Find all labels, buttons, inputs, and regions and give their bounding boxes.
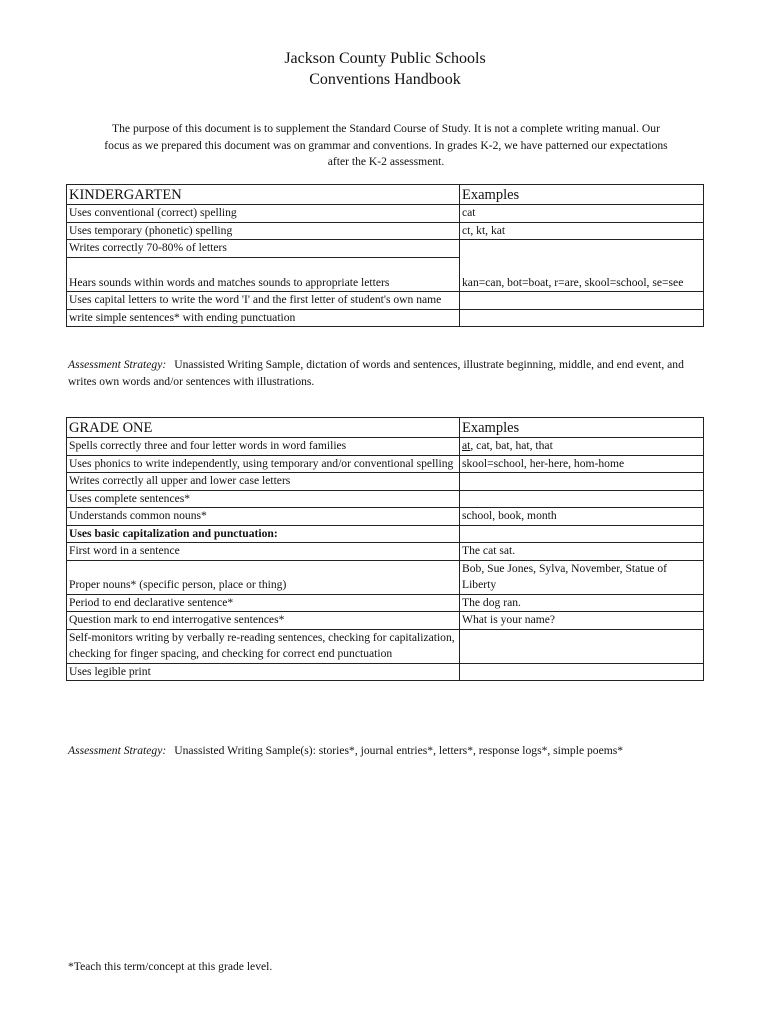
table-row (67, 560, 704, 594)
skill-cell: Spells correctly three and four letter words in word families (67, 438, 460, 456)
example-cell: Bob, Sue Jones, Sylva, November, Statue of Liberty (460, 560, 704, 594)
kindergarten-heading: KINDERGARTEN (67, 185, 460, 205)
table-row (67, 309, 704, 327)
grade-one-heading: GRADE ONE (67, 418, 460, 438)
examples-heading: Examples (460, 185, 704, 205)
example-cell: ct, kt, kat (460, 222, 704, 240)
example-text: , cat, bat, hat, that (470, 439, 553, 452)
table-row (67, 525, 704, 543)
footnote: *Teach this term/concept at this grade level. (68, 960, 273, 973)
kindergarten-assessment-strategy (68, 357, 708, 390)
example-cell: cat (460, 205, 704, 223)
skill-cell: Uses legible print (67, 663, 460, 681)
example-cell (460, 473, 704, 491)
table-row (67, 222, 704, 240)
skill-cell: Understands common nouns* (67, 508, 460, 526)
table-row (67, 438, 704, 456)
table-row (67, 205, 704, 223)
skill-cell: Uses basic capitalization and punctuation: (67, 525, 460, 543)
example-cell: school, book, month (460, 508, 704, 526)
skill-cell: Uses conventional (correct) spelling (67, 205, 460, 223)
skill-cell: Question mark to end interrogative sentences* (67, 612, 460, 630)
examples-heading: Examples (460, 418, 704, 438)
skill-cell: Period to end declarative sentence* (67, 594, 460, 612)
document-subtitle: Conventions Handbook (309, 71, 461, 88)
table-row (67, 455, 704, 473)
example-cell (460, 525, 704, 543)
skill-cell: write simple sentences* with ending punctuation (67, 309, 460, 327)
skill-cell: Uses capital letters to write the word 'I' and the first letter of student's own name (67, 292, 460, 310)
table-row (67, 543, 704, 561)
intro-line: The purpose of this document is to supplement the Standard Course of Study. It is not a complete writing manual. Our (112, 122, 660, 135)
example-cell (460, 292, 704, 310)
example-cell (460, 438, 704, 456)
skill-cell: Self-monitors writing by verbally re-reading sentences, checking for capitalization, checking for finger spacing, and checking for correct end punctuation (67, 629, 460, 663)
table-row (67, 240, 704, 258)
skill-cell: Uses phonics to write independently, using temporary and/or conventional spelling (67, 455, 460, 473)
document-title: Jackson County Public Schools (284, 50, 486, 67)
strategy-label: Assessment Strategy: (68, 744, 167, 757)
table-row (67, 663, 704, 681)
skill-cell: Writes correctly all upper and lower case letters (67, 473, 460, 491)
strategy-text: Unassisted Writing Sample, dictation of words and sentences, illustrate beginning, middle, and end event, and writes own words and/or sentences with illustrations. (68, 358, 684, 388)
table-row (67, 629, 704, 663)
table-row (67, 292, 704, 310)
table-row (67, 490, 704, 508)
kindergarten-table (66, 184, 704, 327)
skill-cell: Uses complete sentences* (67, 490, 460, 508)
table-row (67, 594, 704, 612)
table-header-row (67, 418, 704, 438)
example-cell: What is your name? (460, 612, 704, 630)
example-cell (460, 629, 704, 663)
skill-cell: Proper nouns* (specific person, place or thing) (67, 560, 460, 594)
grade-one-assessment-strategy (68, 743, 708, 760)
skill-cell: Hears sounds within words and matches sounds to appropriate letters (67, 257, 460, 292)
skill-cell: Writes correctly 70-80% of letters (67, 240, 460, 258)
intro-line: focus as we prepared this document was on grammar and conventions. In grades K-2, we have patterned our expectations (104, 138, 668, 152)
example-cell (460, 309, 704, 327)
example-cell: kan=can, bot=boat, r=are, skool=school, se=see (460, 240, 704, 292)
example-underlined: at (462, 439, 471, 452)
strategy-label: Assessment Strategy: (68, 358, 167, 371)
grade-one-table (66, 417, 704, 681)
example-cell: skool=school, her-here, hom-home (460, 455, 704, 473)
intro-line: after the K-2 assessment. (327, 155, 445, 168)
strategy-text: Unassisted Writing Sample(s): stories*, journal entries*, letters*, response logs*, simple poems* (174, 744, 624, 757)
table-row (67, 473, 704, 491)
example-cell: The dog ran. (460, 594, 704, 612)
table-row (67, 612, 704, 630)
table-header-row (67, 185, 704, 205)
example-cell (460, 490, 704, 508)
example-cell: The cat sat. (460, 543, 704, 561)
skill-cell: First word in a sentence (67, 543, 460, 561)
intro-paragraph (66, 121, 706, 171)
table-row (67, 508, 704, 526)
example-cell (460, 663, 704, 681)
skill-cell: Uses temporary (phonetic) spelling (67, 222, 460, 240)
